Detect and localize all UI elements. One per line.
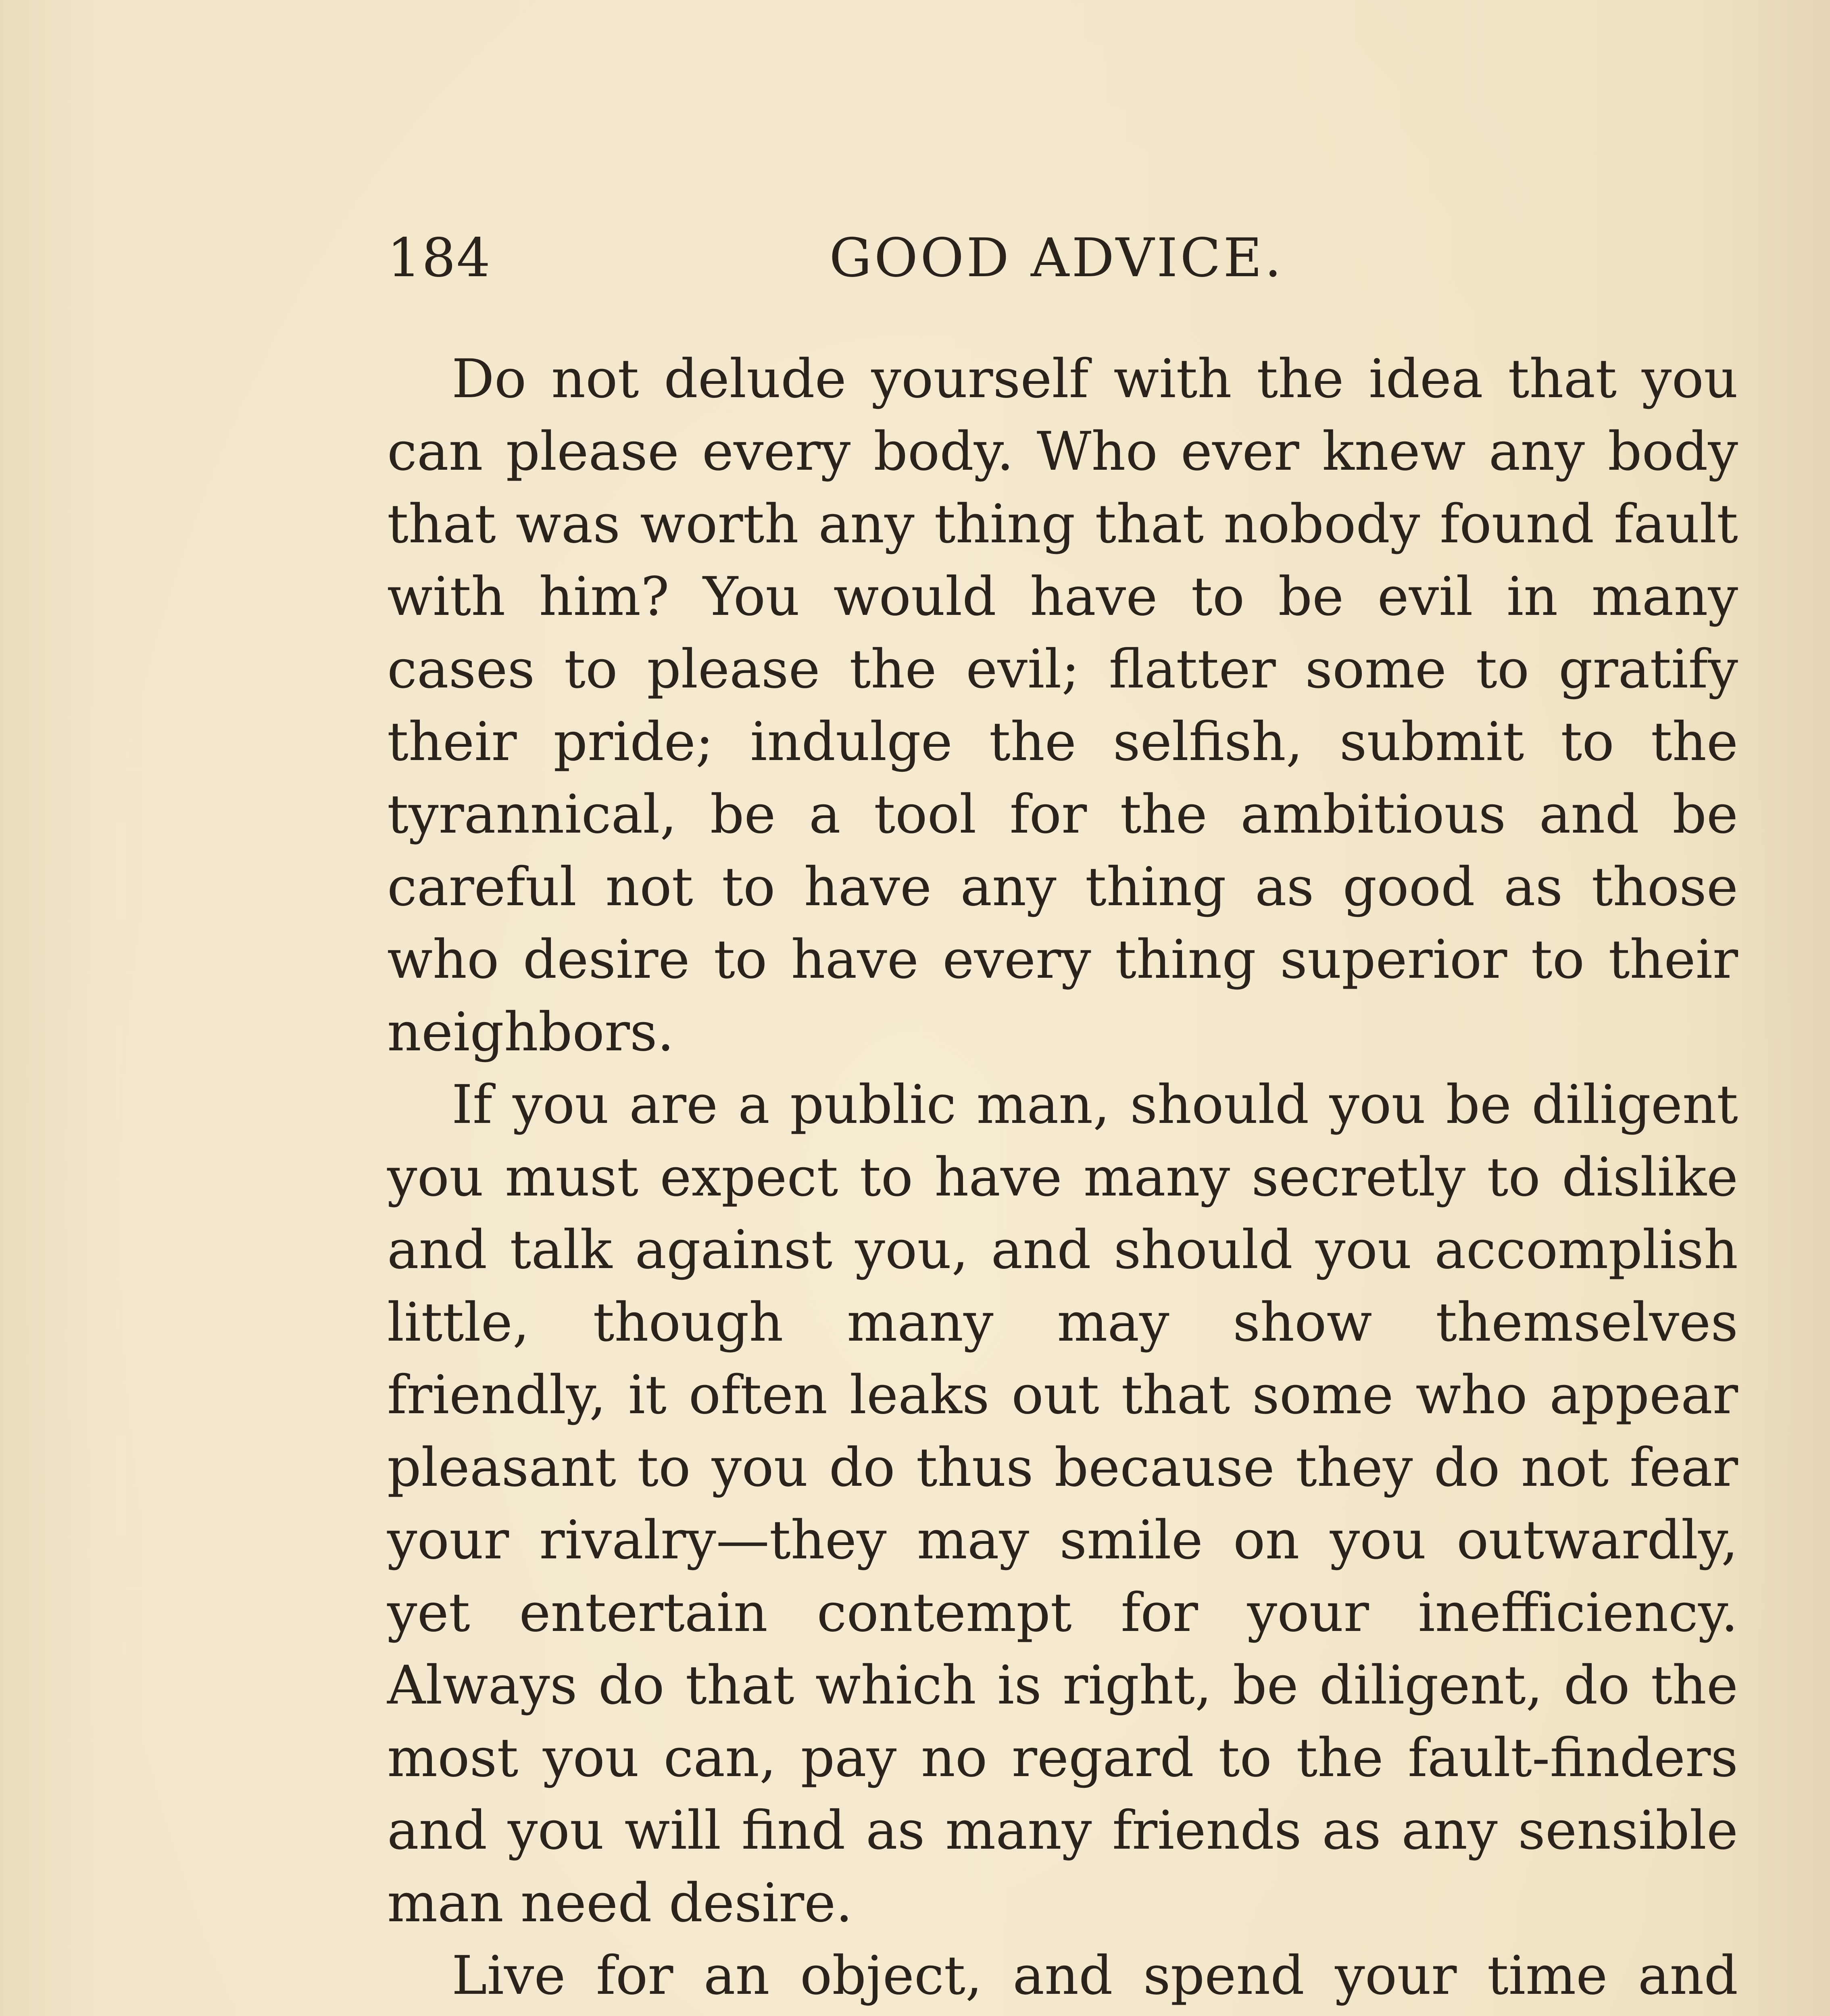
body-text: [387, 343, 1738, 2016]
running-head: GOOD ADVICE.: [829, 227, 1284, 289]
paragraph-3: Live for an object, and spend your time and: [452, 1945, 1738, 2007]
paragraph-2: If you are a public man, should you be diligent you must expect to have many secretly to dislike and talk against you, and should you accomplish little, though many may show themselves friendly, it often leaks out that some who appear pleasant to you do thus because they do not fear your rivalry—they may smile on you outwardly, yet entertain contempt for your inefficiency. Always do that which is right, be diligent, do the most you can, pay no regard to the fault-finders and you will find as many friends as any sensible man need desire.: [387, 1074, 1738, 1934]
paragraph-1: Do not delude yourself with the idea that you can please every body. Who ever knew any body that was worth any thing that nobody found fault with him? You would have to be evil in many cases to please the evil; flatter some to gratify their pride; indulge the selfish, submit to the tyrannical, be a tool for the ambitious and be careful not to have any thing as good as those who desire to have every thing superior to their neighbors.: [387, 348, 1738, 1063]
page-header: [387, 218, 1303, 298]
page-number: 184: [387, 227, 491, 289]
